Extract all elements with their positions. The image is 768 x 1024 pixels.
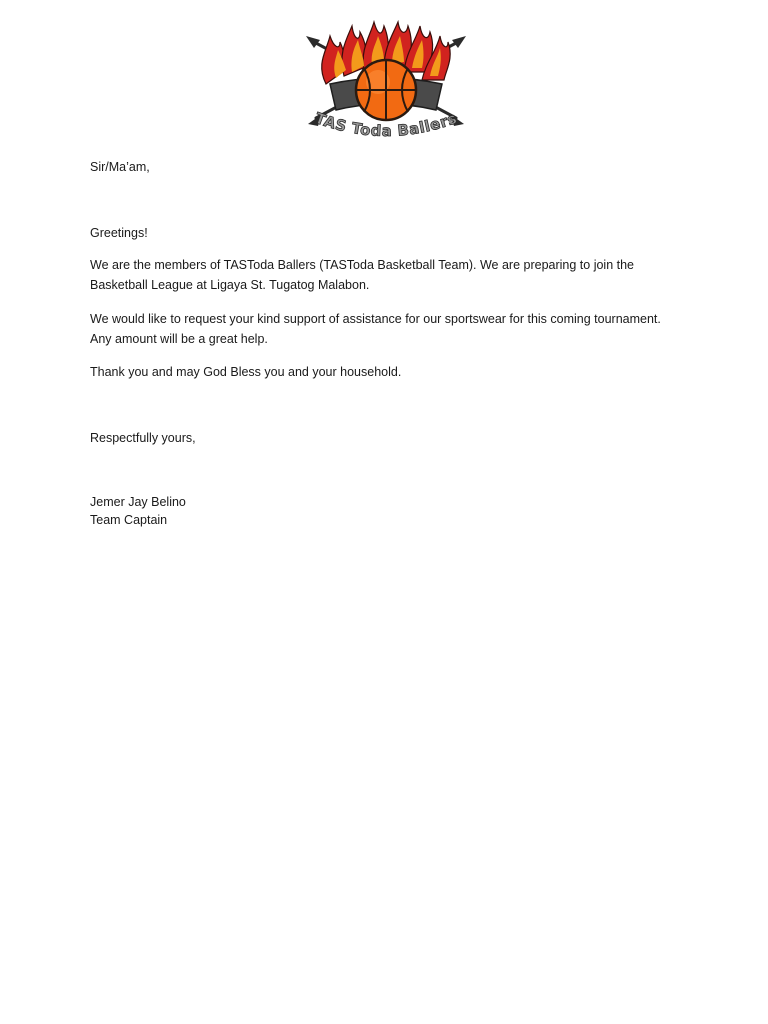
closing: Respectfully yours, — [90, 431, 196, 445]
team-logo — [296, 14, 476, 148]
signature-title: Team Captain — [90, 513, 168, 527]
greeting: Greetings! — [90, 226, 148, 240]
paragraph-intro: We are the members of TASToda Ballers (TASToda Basketball Team). We are preparing to join the Basketball League at Ligaya St. Tugatog Malabon. — [90, 258, 635, 292]
basketball-flame-logo-icon — [296, 14, 476, 148]
logo-text: TAS Toda Ballers — [312, 108, 460, 141]
signature-name: Jemer Jay Belino — [90, 495, 186, 509]
salutation: Sir/Ma’am, — [90, 160, 150, 174]
paragraph-thanks: Thank you and may God Bless you and your household. — [90, 365, 402, 379]
signature-block — [90, 493, 186, 529]
paragraph-request: We would like to request your kind support of assistance for our sportswear for this coming tournament. Any amount will be a great help. — [90, 312, 661, 346]
